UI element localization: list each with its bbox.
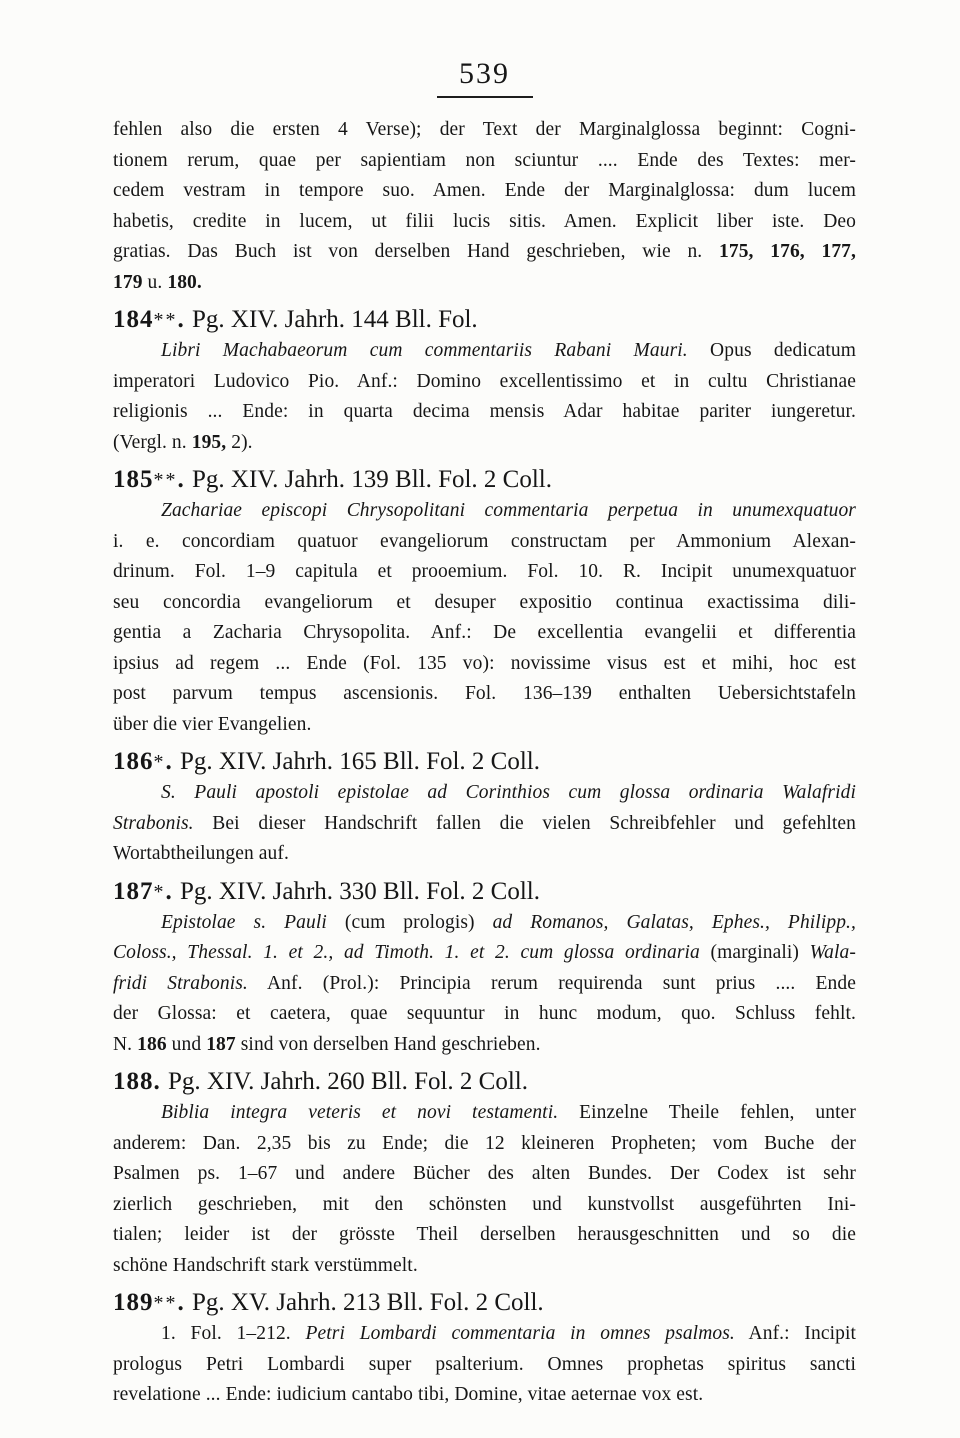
text-segment: drinum. Fol. 1–9 capitula et prooemium. Fol. 10. R. Incipit unumexquatuor [113,561,856,582]
entry-stars: ** [153,309,178,331]
entry-heading-185 [113,465,856,495]
text-line [113,938,856,969]
entry-188 [113,1067,856,1281]
text-segment: N. [113,1033,138,1055]
text-segment: (marginali) [699,942,810,963]
text-line [113,1251,856,1282]
bold-text: . [165,748,180,775]
text-segment: (cum prologis) [326,911,493,933]
entry-body-188 [113,1098,856,1281]
bold-text: 184 [113,306,154,333]
text-line [113,146,856,177]
text-line [113,839,856,870]
text-segment: fehlen also die ersten 4 Verse); der Text der Marginalglossa beginnt: Cogni- [113,119,856,140]
text-line [113,679,856,710]
text-line [113,176,856,207]
italic-text: Coloss., Thessal. 1. et 2., ad Timoth. 1. et 2. cum glossa ordinaria [113,942,700,963]
text-line [113,710,856,741]
italic-text: Wala- [809,942,856,963]
text-segment: ipsius ad regem ... Ende (Fol. 135 vo): novissime visus est et mihi, hoc est [113,652,856,674]
entry-stars: * [153,880,166,903]
bold-text: . [153,1068,168,1095]
entry-189 [113,1288,856,1411]
entry-185 [113,465,856,740]
text-segment: zierlich geschrieben, mit den schönsten und kunstvollst ausgeführten Ini- [113,1193,856,1215]
italic-text: Libri Machabaeorum cum commentariis Rabani Mauri. [161,340,688,361]
entry-186 [113,747,856,870]
text-segment: Pg. XIV. Jahrh. 330 Bll. Fol. 2 Coll. [180,877,540,905]
text-line [113,999,856,1030]
text-segment: Pg. XIV. Jahrh. 139 Bll. Fol. 2 Coll. [192,466,552,493]
text-segment: der Glossa: et caetera, quae sequuntur in hunc modum, quo. Schluss fehlt. [113,1003,856,1024]
text-segment: Wortabtheilungen auf. [113,843,289,864]
text-line [113,649,856,680]
text-line [113,527,856,558]
text-line [113,1319,856,1350]
text-line [113,428,856,459]
text-line [113,1190,856,1221]
page-header [113,56,856,98]
text-segment: habetis, credite in lucem, ut filii lucis sitis. Amen. Explicit liber iste. Deo [113,210,856,232]
text-segment: anderem: Dan. 2,35 bis zu Ende; die 12 kleineren Propheten; vom Buche der [113,1132,856,1154]
text-segment: Psalmen ps. 1–67 und andere Bücher des alten Bundes. Der Codex ist sehr [113,1163,856,1184]
bold-text: 188 [113,1068,154,1095]
bold-text: . [177,466,192,493]
entry-heading-188 [113,1067,856,1097]
text-segment: prologus Petri Lombardi super psalterium. Omnes prophetas spiritus sancti [113,1353,856,1375]
text-segment: 1. Fol. 1–212. [161,1323,306,1344]
text-segment: tionem rerum, quae per sapientiam non sciuntur .... Ende des Textes: mer- [113,149,856,171]
text-segment: Anf.: Incipit [734,1323,856,1344]
text-segment: gratias. Das Buch ist von derselben Hand geschrieben, wie n. [113,241,719,262]
text-line [113,1098,856,1129]
text-line [113,969,856,1000]
text-line [113,1129,856,1160]
bold-text: 195, [191,431,227,453]
entry-heading-184 [113,305,856,335]
text-line [113,908,856,939]
text-segment: Bei dieser Handschrift fallen die vielen Schreibfehler und gefehlten [193,812,856,834]
italic-text: fridi Strabonis. [113,972,248,994]
text-segment: 2). [226,431,253,453]
text-line [113,1030,856,1061]
text-segment: gentia a Zacharia Chrysopolita. Anf.: De excellentia evangelii et differentia [113,622,856,643]
bold-text: 175, 176, 177, [719,241,857,262]
entry-187 [113,877,856,1061]
entry-body-189 [113,1319,856,1411]
text-segment: Pg. XV. Jahrh. 213 Bll. Fol. 2 Coll. [192,1289,544,1316]
text-segment: religionis ... Ende: in quarta decima mensis Adar habitae pariter iungeretur. [113,401,856,422]
entry-body-187 [113,908,856,1061]
italic-text: Biblia integra veteris et novi testamenti. [161,1102,559,1123]
text-line [113,115,856,146]
text-segment: Pg. XIV. Jahrh. 260 Bll. Fol. 2 Coll. [168,1068,528,1095]
text-segment: seu concordia evangeliorum et desuper expositio continua exactissima dili- [113,591,856,613]
text-segment: Pg. XIV. Jahrh. 144 Bll. Fol. [192,306,478,333]
bold-text: 185 [113,466,154,493]
entry-heading-186 [113,747,856,777]
entry-heading-189 [113,1288,856,1318]
intro-paragraph [113,115,856,298]
text-segment: Anf. (Prol.): Principia rerum requirenda sunt prius .... Ende [247,972,856,994]
bold-text: . [165,877,180,905]
bold-text: 180. [167,271,202,293]
entry-184 [113,305,856,458]
text-line [113,1380,856,1411]
text-line [113,557,856,588]
text-line [113,397,856,428]
italic-text: Zachariae episcopi Chrysopolitani commentaria perpetua in unumexquatuor [161,500,856,521]
text-line [113,778,856,809]
bold-text: 186 [137,1033,167,1055]
text-segment: i. e. concordiam quatuor evangeliorum constructam per Ammonium Alexan- [113,530,856,552]
page-number: 539 [459,57,510,90]
text-line [113,367,856,398]
italic-text: S. Pauli apostoli epistolae ad Corinthios cum glossa ordinaria Walafridi [161,782,856,803]
text-line [113,207,856,238]
entry-stars: ** [153,1292,178,1314]
entry-stars: * [153,751,166,773]
entry-heading-187 [113,877,856,907]
italic-text: Strabonis. [113,812,194,834]
text-line [113,1220,856,1251]
text-segment: sind von derselben Hand geschrieben. [235,1033,541,1055]
bold-text: 187 [206,1033,236,1055]
text-segment: (Vergl. n. [113,431,192,453]
bold-text: 189 [113,1289,154,1316]
bold-text: . [177,1289,192,1316]
text-line [113,1159,856,1190]
entry-body-184 [113,336,856,458]
text-segment: schöne Handschrift stark verstümmelt. [113,1254,418,1276]
bold-text: . [177,306,192,333]
text-segment: cedem vestram in tempore suo. Amen. Ende der Marginalglossa: dum lucem [113,180,856,201]
italic-text: ad Romanos, Galatas, Ephes., Philipp., [492,911,856,933]
text-line [113,618,856,649]
text-segment: tialen; leider ist der grösste Theil derselben herausgeschnitten und so die [113,1224,856,1245]
entry-stars: ** [153,469,178,491]
entry-body-186 [113,778,856,870]
text-segment: Opus dedicatum [687,340,857,361]
text-line [113,496,856,527]
bold-text: 186 [113,748,154,775]
text-segment: revelatione ... Ende: iudicium cantabo tibi, Domine, vitae aeternae vox est. [113,1384,704,1405]
text-line [113,268,856,299]
entry-body-185 [113,496,856,740]
text-line [113,336,856,367]
text-line [113,809,856,840]
bold-text: 187 [113,877,154,905]
text-segment: Einzelne Theile fehlen, unter [558,1102,856,1123]
italic-text: Petri Lombardi commentaria in omnes psalmos. [305,1323,735,1344]
text-segment: imperatori Ludovico Pio. Anf.: Domino excellentissimo et in cultu Christianae [113,370,856,392]
text-line [113,1350,856,1381]
bold-text: 179 [113,271,143,293]
text-segment: und [166,1033,207,1055]
text-segment: über die vier Evangelien. [113,713,312,735]
text-segment: u. [142,271,168,293]
page-number-rule [437,96,533,98]
italic-text: Epistolae s. Pauli [161,911,327,933]
text-segment: Pg. XIV. Jahrh. 165 Bll. Fol. 2 Coll. [180,748,540,775]
text-segment: post parvum tempus ascensionis. Fol. 136–139 enthalten Uebersichtstafeln [113,683,856,704]
text-line [113,588,856,619]
text-line [113,237,856,268]
